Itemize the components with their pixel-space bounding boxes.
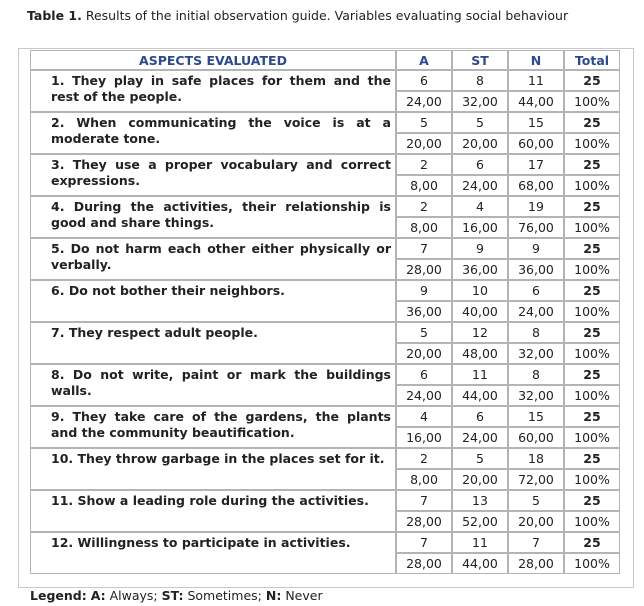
aspect-text: Willingness to participate in activities. xyxy=(77,535,351,550)
aspect-cell xyxy=(30,532,396,574)
results-table xyxy=(30,50,620,574)
count-never: 8 xyxy=(508,364,564,385)
pct-sometimes: 36,00 xyxy=(452,259,508,280)
pct-always: 28,00 xyxy=(396,259,452,280)
pct-sometimes: 52,00 xyxy=(452,511,508,532)
count-sometimes: 11 xyxy=(452,532,508,553)
legend-st-val: Sometimes; xyxy=(187,588,262,603)
aspect-number: 11. xyxy=(51,493,74,508)
legend-st-key: ST: xyxy=(161,588,184,603)
table-row xyxy=(30,490,620,511)
pct-always: 36,00 xyxy=(396,301,452,322)
aspect-cell xyxy=(30,280,396,322)
pct-always: 20,00 xyxy=(396,343,452,364)
count-total: 25 xyxy=(564,406,620,427)
aspect-text: Show a leading role during the activities. xyxy=(77,493,369,508)
header-row xyxy=(30,50,620,70)
pct-never: 76,00 xyxy=(508,217,564,238)
pct-never: 32,00 xyxy=(508,385,564,406)
pct-total: 100% xyxy=(564,91,620,112)
count-total: 25 xyxy=(564,280,620,301)
aspect-cell xyxy=(30,154,396,196)
pct-never: 60,00 xyxy=(508,133,564,154)
aspect-number: 2. xyxy=(51,115,65,130)
aspect-cell xyxy=(30,490,396,532)
pct-total: 100% xyxy=(564,343,620,364)
pct-never: 32,00 xyxy=(508,343,564,364)
pct-never: 28,00 xyxy=(508,553,564,574)
aspect-number: 1. xyxy=(51,73,65,88)
count-sometimes: 6 xyxy=(452,154,508,175)
pct-total: 100% xyxy=(564,301,620,322)
count-always: 6 xyxy=(396,70,452,91)
count-total: 25 xyxy=(564,448,620,469)
pct-always: 28,00 xyxy=(396,511,452,532)
count-sometimes: 13 xyxy=(452,490,508,511)
aspect-number: 8. xyxy=(51,367,65,382)
aspect-cell xyxy=(30,70,396,112)
count-always: 7 xyxy=(396,532,452,553)
table-row xyxy=(30,112,620,133)
count-never: 15 xyxy=(508,406,564,427)
count-never: 11 xyxy=(508,70,564,91)
aspect-text: Do not bother their neighbors. xyxy=(68,283,285,298)
aspect-text: When communicating the voice is at a moderate tone. xyxy=(51,115,391,146)
aspect-text: Do not write, paint or mark the buildings walls. xyxy=(51,367,392,398)
pct-always: 16,00 xyxy=(396,427,452,448)
pct-sometimes: 32,00 xyxy=(452,91,508,112)
count-total: 25 xyxy=(564,70,620,91)
count-total: 25 xyxy=(564,112,620,133)
aspect-text: They throw garbage in the places set for it. xyxy=(77,451,385,466)
pct-sometimes: 48,00 xyxy=(452,343,508,364)
legend xyxy=(30,588,323,603)
pct-total: 100% xyxy=(564,511,620,532)
aspect-cell xyxy=(30,196,396,238)
count-sometimes: 6 xyxy=(452,406,508,427)
pct-sometimes: 20,00 xyxy=(452,133,508,154)
pct-always: 24,00 xyxy=(396,91,452,112)
table-row xyxy=(30,364,620,385)
pct-always: 24,00 xyxy=(396,385,452,406)
pct-never: 68,00 xyxy=(508,175,564,196)
pct-never: 20,00 xyxy=(508,511,564,532)
caption-label: Table 1. xyxy=(27,8,82,23)
pct-total: 100% xyxy=(564,427,620,448)
count-always: 5 xyxy=(396,322,452,343)
pct-total: 100% xyxy=(564,553,620,574)
count-never: 15 xyxy=(508,112,564,133)
count-always: 7 xyxy=(396,490,452,511)
aspect-number: 7. xyxy=(51,325,65,340)
aspect-text: They respect adult people. xyxy=(68,325,258,340)
count-always: 6 xyxy=(396,364,452,385)
table-row xyxy=(30,322,620,343)
table-row xyxy=(30,532,620,553)
aspect-text: They play in safe places for them and the rest of the people. xyxy=(51,73,391,104)
aspect-cell xyxy=(30,364,396,406)
pct-never: 36,00 xyxy=(508,259,564,280)
count-sometimes: 5 xyxy=(452,448,508,469)
header-a: A xyxy=(396,50,452,70)
count-total: 25 xyxy=(564,322,620,343)
aspect-number: 5. xyxy=(51,241,65,256)
pct-never: 60,00 xyxy=(508,427,564,448)
pct-total: 100% xyxy=(564,259,620,280)
pct-never: 24,00 xyxy=(508,301,564,322)
aspect-cell xyxy=(30,406,396,448)
pct-sometimes: 44,00 xyxy=(452,553,508,574)
count-sometimes: 10 xyxy=(452,280,508,301)
pct-sometimes: 16,00 xyxy=(452,217,508,238)
aspect-number: 10. xyxy=(51,451,74,466)
count-never: 17 xyxy=(508,154,564,175)
pct-sometimes: 24,00 xyxy=(452,427,508,448)
table-row xyxy=(30,448,620,469)
count-always: 5 xyxy=(396,112,452,133)
legend-a-val: Always; xyxy=(109,588,158,603)
pct-sometimes: 40,00 xyxy=(452,301,508,322)
count-total: 25 xyxy=(564,154,620,175)
pct-total: 100% xyxy=(564,175,620,196)
aspect-text: They take care of the gardens, the plants and the community beautification. xyxy=(51,409,391,440)
count-sometimes: 8 xyxy=(452,70,508,91)
aspect-cell xyxy=(30,112,396,154)
table-row xyxy=(30,154,620,175)
count-never: 9 xyxy=(508,238,564,259)
pct-total: 100% xyxy=(564,217,620,238)
count-never: 19 xyxy=(508,196,564,217)
header-aspects: ASPECTS EVALUATED xyxy=(30,50,396,70)
aspect-number: 3. xyxy=(51,157,65,172)
legend-n-val: Never xyxy=(285,588,323,603)
table-row xyxy=(30,406,620,427)
aspect-cell xyxy=(30,448,396,490)
pct-total: 100% xyxy=(564,133,620,154)
legend-a-key: A: xyxy=(90,588,106,603)
pct-total: 100% xyxy=(564,385,620,406)
table-body xyxy=(30,70,620,574)
aspect-text: They use a proper vocabulary and correct expressions. xyxy=(51,157,391,188)
count-never: 7 xyxy=(508,532,564,553)
pct-sometimes: 44,00 xyxy=(452,385,508,406)
count-always: 2 xyxy=(396,448,452,469)
legend-n-key: N: xyxy=(265,588,282,603)
pct-never: 44,00 xyxy=(508,91,564,112)
pct-always: 8,00 xyxy=(396,217,452,238)
count-always: 4 xyxy=(396,406,452,427)
count-never: 6 xyxy=(508,280,564,301)
count-always: 2 xyxy=(396,154,452,175)
count-sometimes: 4 xyxy=(452,196,508,217)
legend-label: Legend: xyxy=(30,588,87,603)
count-never: 5 xyxy=(508,490,564,511)
aspect-cell xyxy=(30,322,396,364)
aspect-text: During the activities, their relationship is good and share things. xyxy=(51,199,391,230)
count-sometimes: 5 xyxy=(452,112,508,133)
count-never: 8 xyxy=(508,322,564,343)
aspect-number: 9. xyxy=(51,409,65,424)
table-row xyxy=(30,280,620,301)
count-always: 2 xyxy=(396,196,452,217)
header-st: ST xyxy=(452,50,508,70)
pct-always: 8,00 xyxy=(396,469,452,490)
table-row xyxy=(30,196,620,217)
table-row xyxy=(30,70,620,91)
count-total: 25 xyxy=(564,238,620,259)
header-n: N xyxy=(508,50,564,70)
count-always: 7 xyxy=(396,238,452,259)
count-total: 25 xyxy=(564,490,620,511)
pct-never: 72,00 xyxy=(508,469,564,490)
header-total: Total xyxy=(564,50,620,70)
count-total: 25 xyxy=(564,364,620,385)
pct-always: 8,00 xyxy=(396,175,452,196)
pct-sometimes: 20,00 xyxy=(452,469,508,490)
aspect-cell xyxy=(30,238,396,280)
count-never: 18 xyxy=(508,448,564,469)
aspect-number: 12. xyxy=(51,535,74,550)
pct-always: 28,00 xyxy=(396,553,452,574)
table-row xyxy=(30,238,620,259)
count-sometimes: 9 xyxy=(452,238,508,259)
count-sometimes: 12 xyxy=(452,322,508,343)
pct-sometimes: 24,00 xyxy=(452,175,508,196)
count-sometimes: 11 xyxy=(452,364,508,385)
count-total: 25 xyxy=(564,196,620,217)
pct-total: 100% xyxy=(564,469,620,490)
aspect-number: 4. xyxy=(51,199,65,214)
count-always: 9 xyxy=(396,280,452,301)
count-total: 25 xyxy=(564,532,620,553)
aspect-text: Do not harm each other either physically or verbally. xyxy=(51,241,391,272)
table-caption xyxy=(27,8,568,23)
aspect-number: 6. xyxy=(51,283,65,298)
caption-text: Results of the initial observation guide. Variables evaluating social behaviour xyxy=(85,8,569,23)
pct-always: 20,00 xyxy=(396,133,452,154)
